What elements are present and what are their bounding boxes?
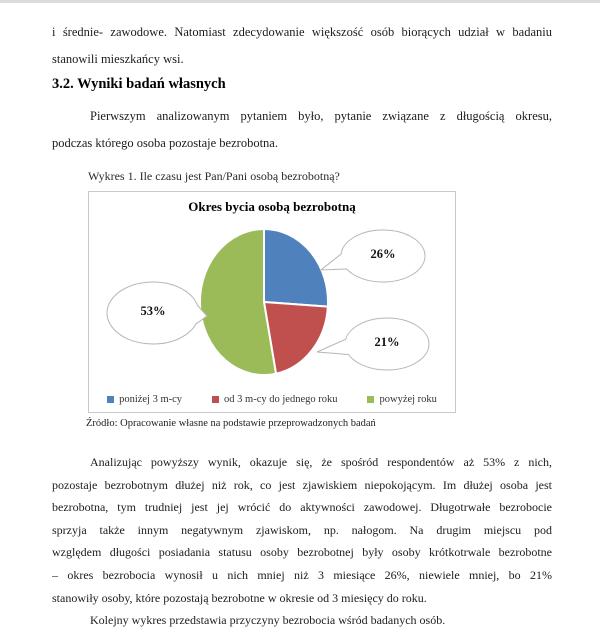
pie-callout-label: 53% (140, 304, 166, 318)
pie-slice-0 (264, 229, 328, 307)
chart-legend (89, 394, 455, 405)
pie-callout-label: 21% (374, 335, 400, 349)
chart-figure (88, 191, 456, 413)
legend-item (107, 394, 182, 405)
pie-chart (89, 192, 457, 412)
paragraph-question (52, 103, 552, 158)
section-heading: 3.2. Wyniki badań własnych (52, 76, 226, 92)
pie-callout-label: 26% (370, 247, 396, 261)
paragraph-intro (52, 19, 552, 74)
legend-label: od 3 m-cy do jednego roku (224, 394, 338, 405)
text-line: i średnie- zawodowe. Natomiast zdecydowanie większość osób biorących udział w badaniu (52, 25, 552, 39)
legend-swatch-icon (212, 396, 219, 403)
text-line: podczas którego osoba pozostaje bezrobotna. (52, 136, 278, 151)
legend-label: poniżej 3 m-cy (119, 394, 183, 405)
paragraph-next (52, 609, 552, 631)
page-top-edge (0, 0, 600, 3)
pie-callout-tail (317, 339, 349, 354)
chart-caption: Wykres 1. Ile czasu jest Pan/Pani osobą bezrobotną? (88, 169, 340, 183)
text-line: – okres bezrobocia wynosił u nich mniej niż 3 miesiące 26%, niewiele mniej, bo 21% (52, 567, 552, 582)
text-line: bezrobotna, tym trudniej jest jej wrócić do aktywności zawodowej. Długotrwałe bezrobocie (52, 500, 552, 515)
legend-label: powyżej roku (379, 394, 437, 405)
text-line: stanowiły osoby, które pozostają bezrobotne w okresie od 3 miesięcy do roku. (52, 590, 427, 605)
chart-title: Okres bycia osobą bezrobotną (188, 199, 356, 214)
text-line: sprzyja także innym negatywnym zjawiskom, np. nałogom. Na drugim miejscu pod (52, 522, 552, 537)
legend-swatch-icon (367, 396, 374, 403)
pie-slice-2 (200, 229, 276, 375)
legend-swatch-icon (107, 396, 114, 403)
text-line: Kolejny wykres przedstawia przyczyny bezrobocia wśród badanych osób. (90, 613, 446, 627)
text-line: Analizując powyższy wynik, okazuje się, że spośród respondentów aż 53% z nich, (90, 455, 552, 469)
text-line: Pierwszym analizowanym pytaniem było, pytanie związane z długością okresu, (90, 109, 552, 123)
legend-item (212, 394, 337, 405)
text-line: pozostaje bezrobotnym dłużej niż rok, co jest zjawiskiem niepokojącym. Im dłużej osoba jest (52, 477, 552, 492)
text-line: stanowili mieszkańcy wsi. (52, 52, 184, 67)
paragraph-analysis (52, 451, 552, 609)
text-line: względem długości posiadania statusu osoby bezrobotnej były osoby krótkotrwale bezrobotne (52, 545, 552, 560)
legend-item (367, 394, 436, 405)
source-note: Źródło: Opracowanie własne na podstawie przeprowadzonych badań (86, 418, 376, 429)
